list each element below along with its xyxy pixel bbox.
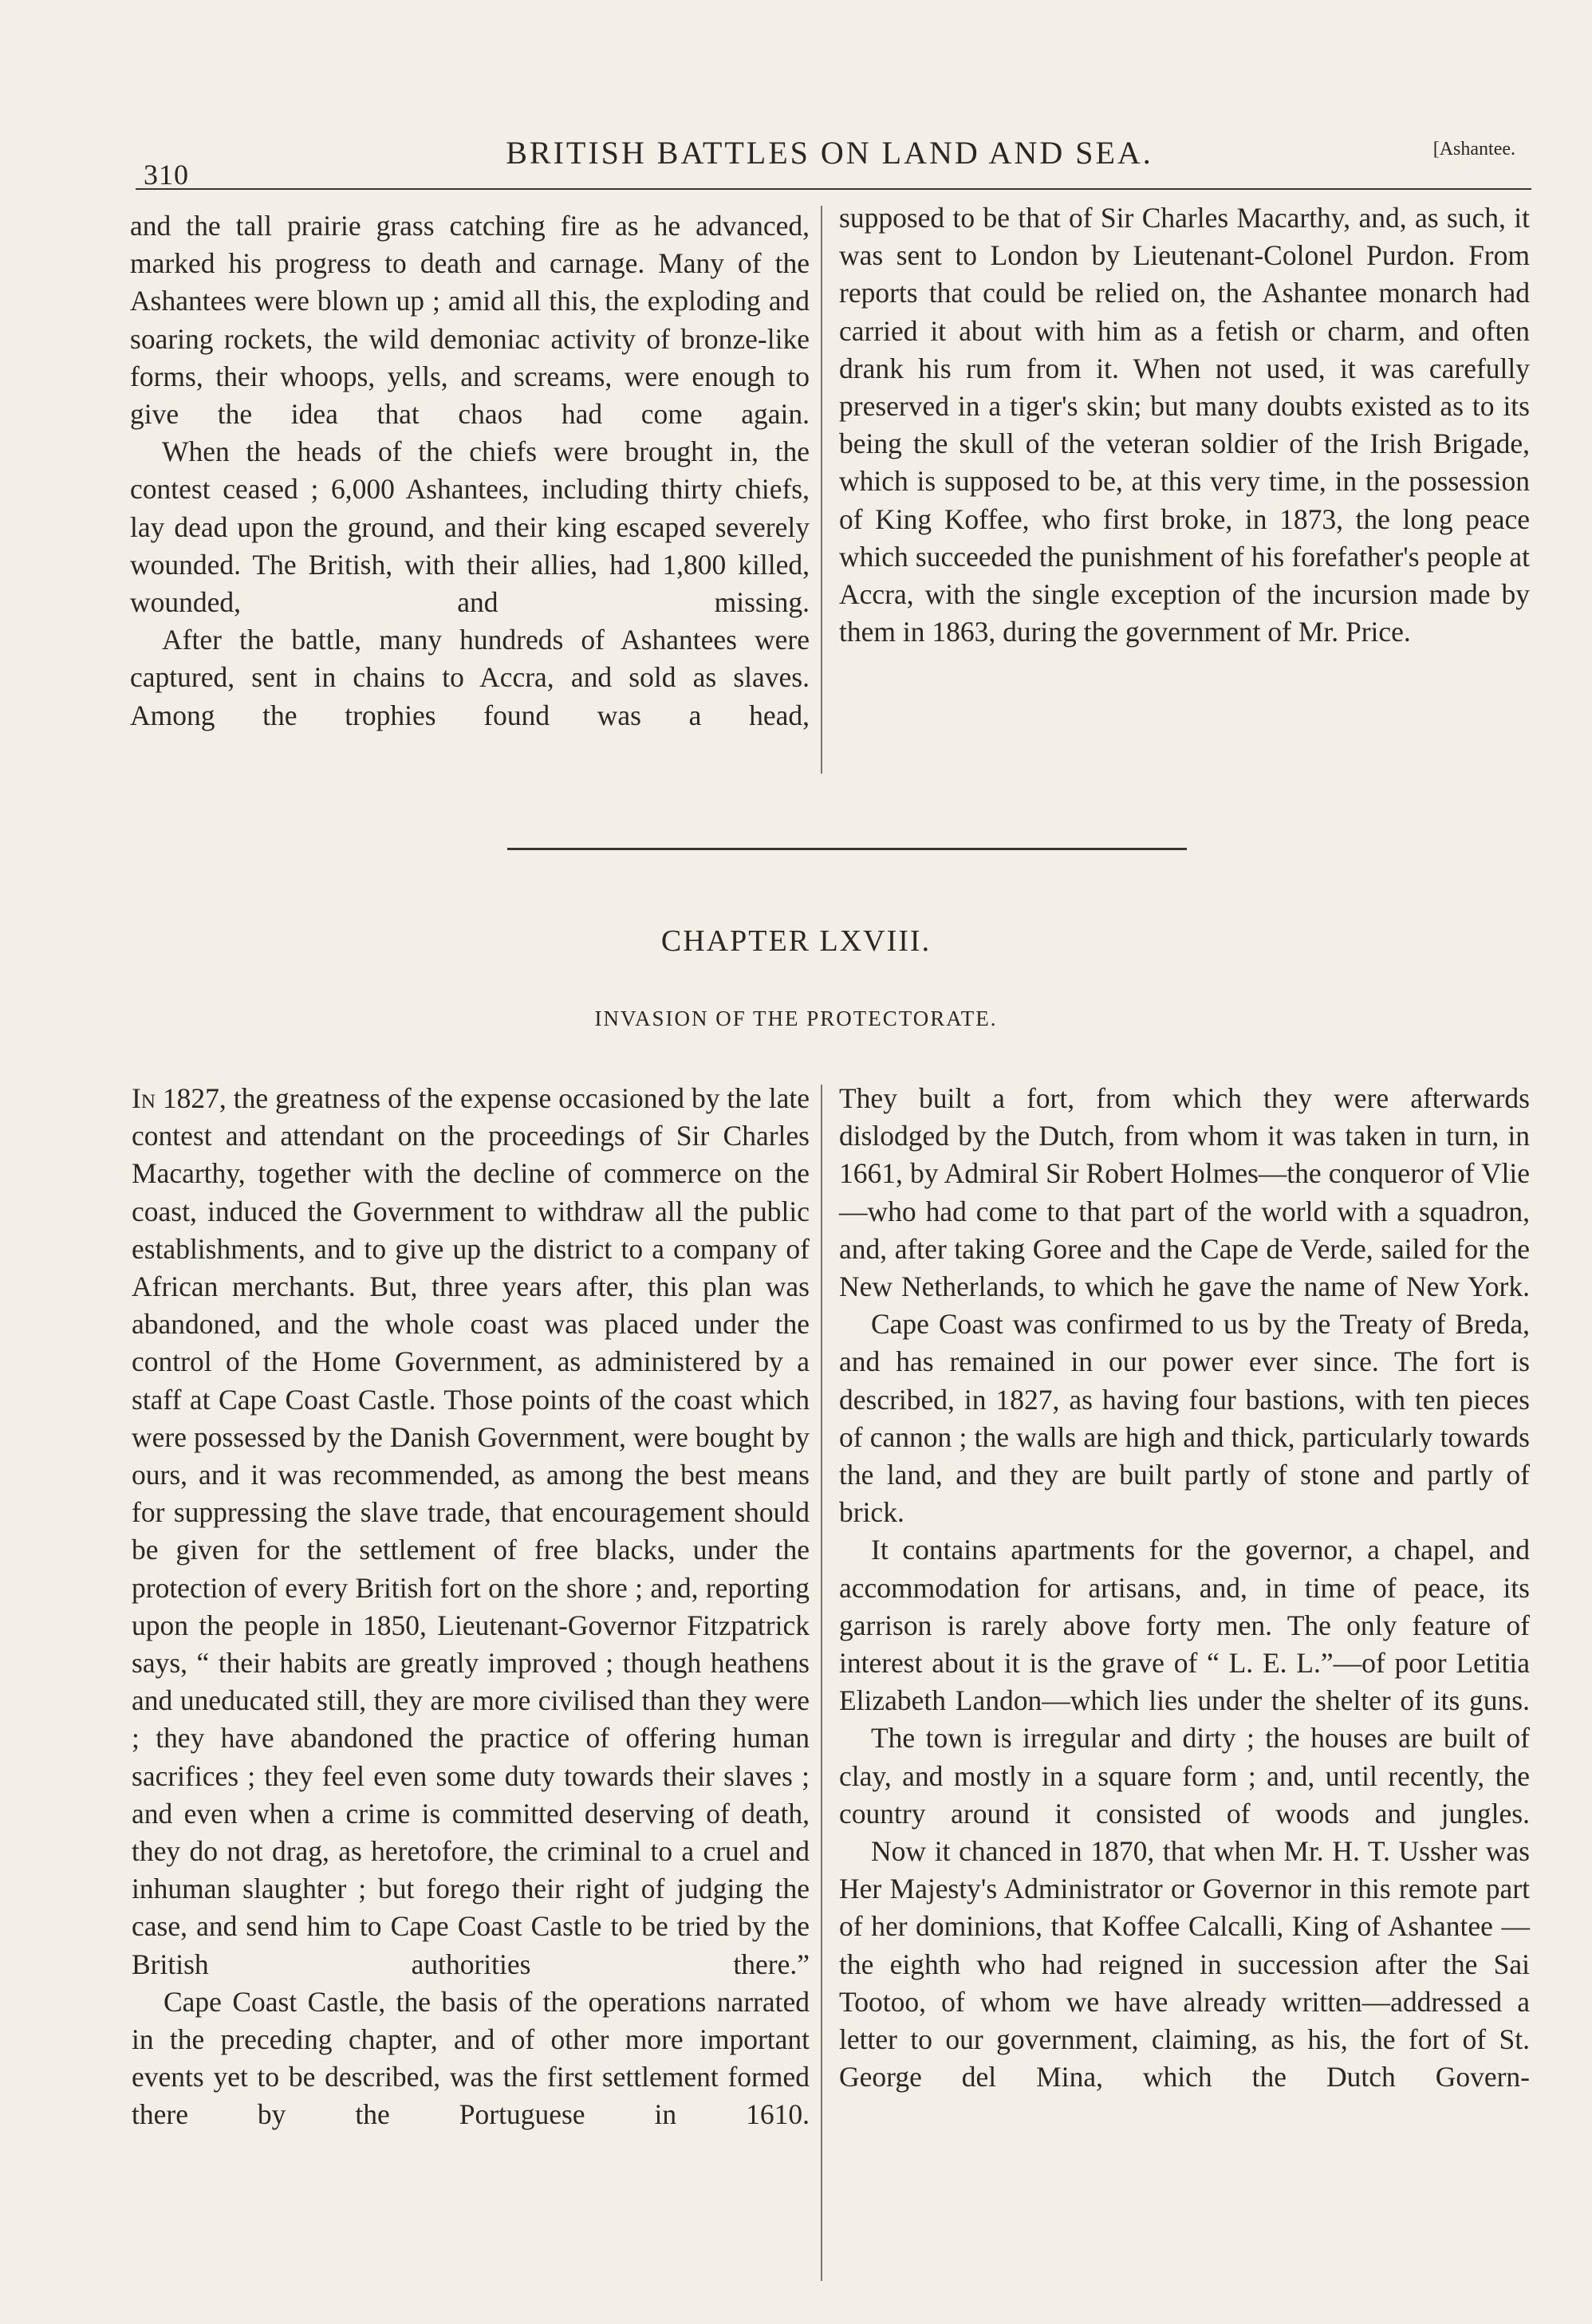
paragraph: When the heads of the chiefs were brought in, the contest ceased ; 6,000 Ashantees, including thirty chiefs, lay dead upon the ground, and their king escaped severely wounded. The British, with their allies, had 1,800 killed, wounded, and missing. xyxy=(130,435,810,619)
top-right-column xyxy=(839,199,1530,651)
paragraph: and the tall prairie grass catching fire as he advanced, marked his progress to death and carnage. Many of the Ashantees were blown up ; amid all this, the exploding and soaring rockets, the wild demoniac activity of bronze-like forms, their whoops, yells, and screams, were enough to give the idea that chaos had come again. xyxy=(130,210,810,431)
paragraph: They built a fort, from which they were afterwards dislodged by the Dutch, from whom it was taken in turn, in 1661, by Admiral Sir Robert Holmes—the conqueror of Vlie—who had come to that part of the world with a squadron, and, after taking Goree and the Cape de Verde, sailed for the New Netherlands, to which he gave the name of New York. xyxy=(839,1082,1530,1303)
paragraph: Now it chanced in 1870, that when Mr. H. T. Ussher was Her Majesty's Administrator or Governor in this remote part of her dominions, that Koffee Calcalli, King of Ashantee — the eighth who had reigned in succession after the Sai Tootoo, of whom we have already written—addressed a letter to our government, claiming, as his, the fort of St. George del Mina, which the Dutch Govern- xyxy=(839,1835,1530,2094)
bottom-right-column xyxy=(839,1080,1530,2096)
paragraph xyxy=(132,1080,810,1983)
opening-word: In xyxy=(132,1082,156,1114)
paragraph: The town is irregular and dirty ; the houses are built of clay, and mostly in a square form ; and, until recently, the country around it consisted of woods and jungles. xyxy=(839,1722,1530,1830)
paragraph: supposed to be that of Sir Charles Macarthy, and, as such, it was sent to London by Lieutenant-Colonel Purdon. From reports that could be relied on, the Ashantee monarch had carried it about with him as a fetish or charm, and often drank his rum from it. When not used, it was carefully preserved in a tiger's skin; but many doubts existed as to its being the skull of the veteran soldier of the Irish Brigade, which is supposed to be, at this very time, in the possession of King Koffee, who first broke, in 1873, the long peace which succeeded the punishment of his forefather's people at Accra, with the single exception of the incursion made by them in 1863, during the government of Mr. Price. xyxy=(839,202,1530,648)
paragraph: After the battle, many hundreds of Ashantees were captured, sent in chains to Accra, and sold as slaves. Among the trophies found was a head, xyxy=(130,624,810,731)
paragraph: It contains apartments for the governor, a chapel, and accommodation for artisans, and, in time of peace, its garrison is rarely above forty men. The only feature of interest about it is the grave of “ L. E. L.”—of poor Letitia Elizabeth Landon—which lies under the shelter of its guns. xyxy=(839,1534,1530,1717)
chapter-title: CHAPTER LXVIII. xyxy=(660,924,932,958)
page-number: 310 xyxy=(144,159,189,191)
column-divider xyxy=(821,1085,822,2281)
chapter-subtitle: INVASION OF THE PROTECTORATE. xyxy=(594,1006,998,1030)
chapter-separator-rule xyxy=(507,848,1187,850)
section-tag: [Ashantee. xyxy=(1432,139,1515,160)
running-title: BRITISH BATTLES ON LAND AND SEA. xyxy=(506,135,1153,171)
header-rule xyxy=(136,188,1531,190)
page-header xyxy=(128,134,1531,190)
paragraph: Cape Coast was confirmed to us by the Treaty of Breda, and has remained in our power ever since. The fort is described, in 1827, as having four bastions, with ten pieces of cannon ; the walls are high and thick, particularly towards the land, and they are built partly of stone and partly of brick. xyxy=(839,1308,1530,1529)
paragraph: Cape Coast Castle, the basis of the operations narrated in the preceding chapter, and of other more important events yet to be described, was the first settlement formed there by the Portuguese in 1610. xyxy=(132,1985,810,2131)
top-left-column xyxy=(130,207,810,735)
bottom-left-column xyxy=(132,1080,810,2134)
opening-text: 1827, the greatness of the expense occasioned by the late contest and attendant on the proceedings of Sir Charles Macarthy, together with the decline of commerce on the coast, induced the Government to withdraw all the public establishments, and to give up the district to a company of African merchants. But, three years after, this plan was abandoned, and the whole coast was placed under the control of the Home Government, as administered by a staff at Cape Coast Castle. Those points of the coast which were possessed by the Danish Government, were bought by ours, and it was recommended, as among the best means for suppressing the slave trade, that encouragement should be given for the settlement of free blacks, under the protection of every British fort on the shore ; and, reporting upon the people in 1850, Lieutenant-Governor Fitzpatrick says, “ their habits are greatly improved ; though heathens and uneducated still, they are more civilised than they were ; they have abandoned the practice of offering human sacrifices ; they feel even some duty towards their slaves ; and even when a crime is committed deserving of death, they do not drag, as heretofore, the criminal to a cruel and inhuman slaughter ; but forego their right of judging the case, and send him to Cape Coast Castle to be tried by the British authorities there.” xyxy=(132,1082,810,1980)
column-divider xyxy=(821,206,822,774)
